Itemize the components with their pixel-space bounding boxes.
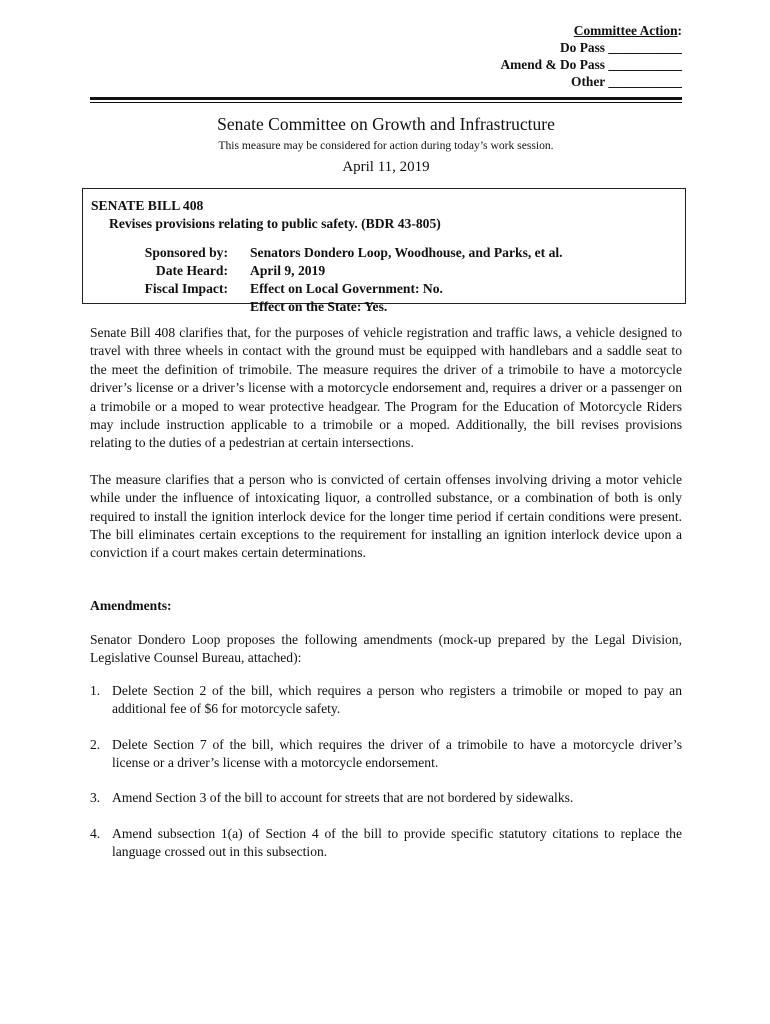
fact-label [91,298,228,316]
list-item-number: 4. [90,825,101,841]
summary-paragraph-2: The measure clarifies that a person who is convicted of certain offenses involving driving a motor vehicle while under the influence of intoxicating liquor, a controlled substance, or a combination of both is only required to install the ignition interlock device for the longer time period if certain conditions were present. The bill eliminates certain exceptions to the requirement for installing an ignition interlock device upon a conviction if a court makes certain determinations. [90,471,682,561]
bill-summary: Revises provisions relating to public safety. (BDR 43-805) [109,216,441,231]
fact-value: April 9, 2019 [250,263,326,278]
list-item [90,825,682,862]
committee-name: Senate Committee on Growth and Infrastructure [217,114,555,134]
fact-label: Fiscal Impact: [144,281,228,296]
list-item-text: Delete Section 7 of the bill, which requires the driver of a trimobile to have a motorcycle driver’s license or a driver’s license with a motorcycle endorsement. [112,736,682,770]
fact-label: Sponsored by: [144,245,228,260]
list-item-number: 2. [90,736,101,752]
list-item [90,736,682,773]
fact-value: Effect on Local Government: No. [250,281,443,296]
work-session-note: This measure may be considered for action during today’s work session. [218,139,554,152]
bill-number: SENATE BILL 408 [91,198,204,213]
amendments-list [90,682,682,862]
fact-value: Effect on the State: Yes. [250,299,388,314]
amendments-intro: Senator Dondero Loop proposes the following amendments (mock-up prepared by the Legal Division, Legislative Counsel Bureau, attached): [90,631,682,666]
other-line: Other ___________ [571,74,682,89]
bill-facts [91,244,685,316]
list-item-text: Delete Section 2 of the bill, which requires a person who registers a trimobile or moped to pay an additional fee of $6 for motorcycle safety. [112,682,682,717]
fact-label: Date Heard: [155,263,228,278]
committee-action-title-line: Committee Action: [573,23,682,38]
document-page [90,22,682,879]
summary-paragraph-1: Senate Bill 408 clarifies that, for the purposes of vehicle registration and traffic laws, a vehicle designed to travel with three wheels in contact with the ground must be equipped with handlebars and a saddle seat to the meet the definition of trimobile. The measure requires the driver of a trimobile to have a motorcycle driver’s license or a driver’s license with a motorcycle endorsement and, requires a driver or a passenger on a trimobile or a moped to wear protective headgear. The Program for the Education of Motorcycle Riders may include instruction applicable to a trimobile or a moped. Additionally, the bill revises provisions relating to the duties of a pedestrian at certain intersections. [90,325,682,451]
committee-action-block [90,22,682,90]
list-item [90,789,682,807]
list-item-text: Amend subsection 1(a) of Section 4 of the bill to provide specific statutory citations to replace the language crossed out in this subsection. [112,825,682,860]
bill-summary-box [82,188,686,314]
list-item [90,682,682,719]
amend-do-pass-line: Amend & Do Pass ___________ [500,57,682,72]
committee-action-title: Committee Action [573,23,678,38]
amendments-heading: Amendments: [90,597,172,613]
list-item-text: Amend Section 3 of the bill to account for streets that are not bordered by sidewalks. [112,790,574,806]
fact-value: Senators Dondero Loop, Woodhouse, and Parks, et al. [250,245,563,260]
do-pass-line: Do Pass ___________ [559,40,682,55]
hearing-date: April 11, 2019 [342,159,430,175]
header-rule [90,97,682,103]
list-item-number: 1. [90,682,101,698]
list-item-number: 3. [90,790,101,806]
